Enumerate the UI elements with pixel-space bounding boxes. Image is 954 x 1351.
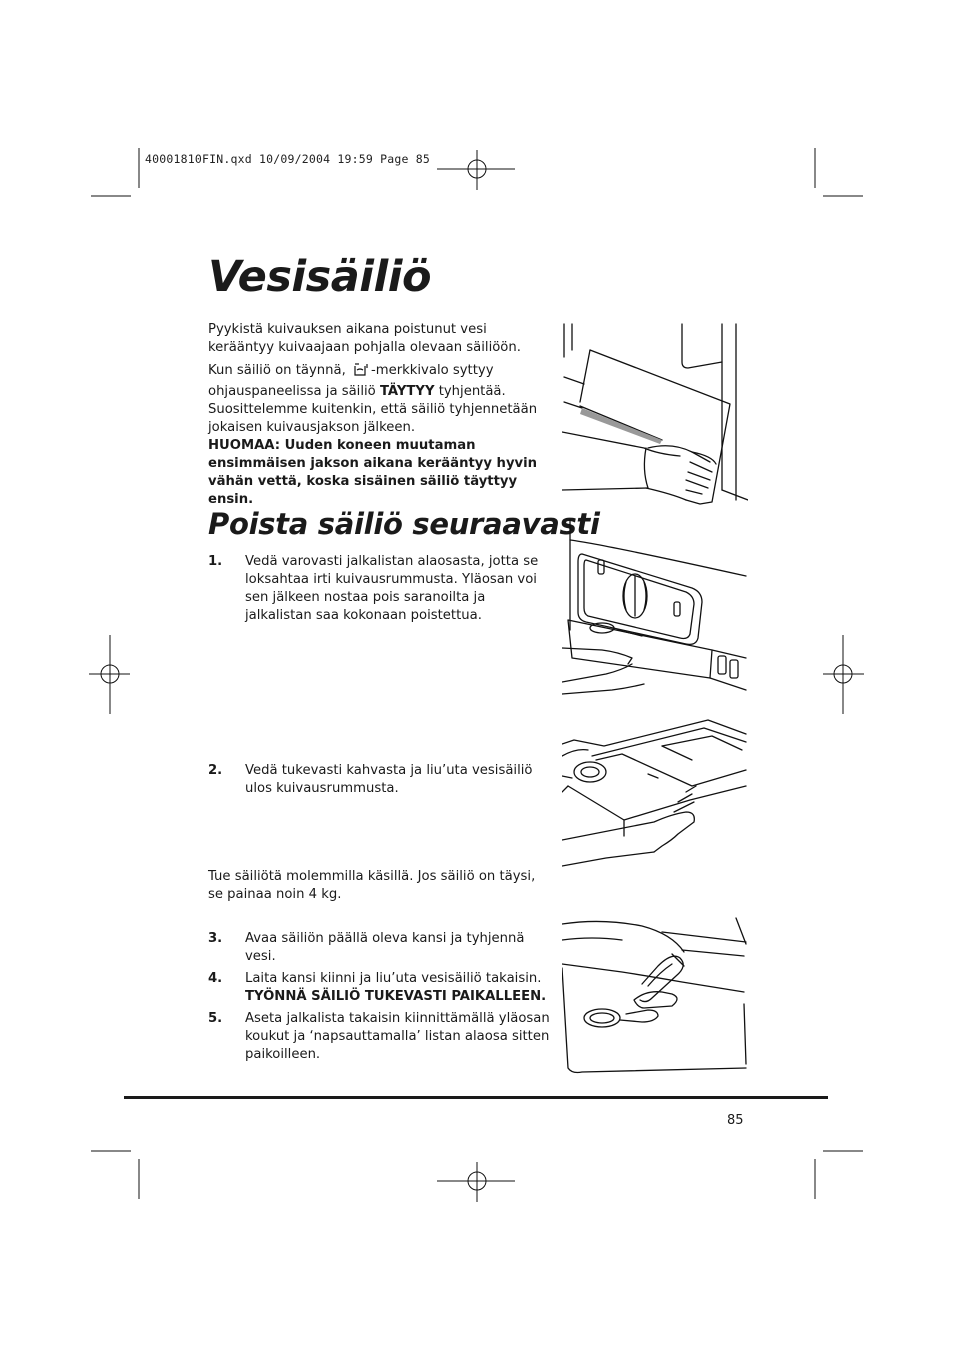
step-number: 5. <box>208 1011 223 1026</box>
illustration-tank-lid <box>562 914 748 1078</box>
tank-full-text-b: -merkkivalo syttyy ohjauspaneelissa ja säiliö <box>208 363 494 399</box>
step-text: Vedä tukevasti kahvasta ja liu’uta vesisäiliö ulos kuivausrummusta. <box>245 763 533 796</box>
illustration-plinth-removal <box>562 322 748 508</box>
step-number: 2. <box>208 763 223 778</box>
step-number: 1. <box>208 554 223 569</box>
step-2 <box>208 762 553 798</box>
water-tank-icon <box>353 362 370 383</box>
tank-full-text-c: tyhjentää. Suosittelemme kuitenkin, että säiliö tyhjennetään jokaisen kuivausjakson jälkeen. <box>208 384 538 435</box>
step-number: 3. <box>208 931 223 946</box>
step-number: 4. <box>208 971 223 986</box>
page-number: 85 <box>727 1113 744 1128</box>
tank-full-paragraph <box>208 362 553 437</box>
intro-paragraph: Pyykistä kuivauksen aikana poistunut vesi kerääntyy kuivaajaan pohjalla olevaan säiliöön. <box>208 322 521 355</box>
note-paragraph: HUOMAA: Uuden koneen muutaman ensimmäisen jakson aikana kerääntyy hyvin vähän vettä, koska sisäinen säiliö täyttyy ensin. <box>208 438 538 507</box>
illustration-tank-front <box>562 518 748 704</box>
section-heading: Poista säiliö seuraavasti <box>208 507 600 541</box>
print-slug: 40001810FIN.qxd 10/09/2004 19:59 Page 85 <box>145 152 430 166</box>
tank-full-text-a: Kun säiliö on täynnä, <box>208 363 346 378</box>
illustration-tank-pulled-out <box>562 716 748 880</box>
support-paragraph: Tue säiliötä molemmilla käsillä. Jos säiliö on täysi, se painaa noin 4 kg. <box>208 869 536 902</box>
must-emphasis: TÄYTYY <box>379 384 435 399</box>
page-title: Vesisäiliö <box>208 252 432 302</box>
step-4-emphasis: TYÖNNÄ SÄILIÖ TUKEVASTI PAIKALLEEN. <box>245 989 547 1004</box>
step-text: Vedä varovasti jalkalistan alaosasta, jotta se loksahtaa irti kuivausrummusta. Yläosan voi sen jälkeen nostaa pois saranoilta ja jalkalistan saa kokonaan poistettua. <box>245 554 539 623</box>
step-text: Aseta jalkalista takaisin kiinnittämällä yläosan koukut ja ‘napsauttamalla’ listan alaosa sitten paikoilleen. <box>245 1011 550 1062</box>
step-4 <box>208 970 553 1006</box>
step-4-text: Laita kansi kiinni ja liu’uta vesisäiliö takaisin. <box>245 971 542 986</box>
step-1 <box>208 553 553 625</box>
step-3 <box>208 930 553 966</box>
step-text: Avaa säiliön päällä oleva kansi ja tyhjennä vesi. <box>245 931 525 964</box>
step-5 <box>208 1010 553 1064</box>
step-text <box>245 970 553 1006</box>
footer-rule <box>124 1096 828 1099</box>
